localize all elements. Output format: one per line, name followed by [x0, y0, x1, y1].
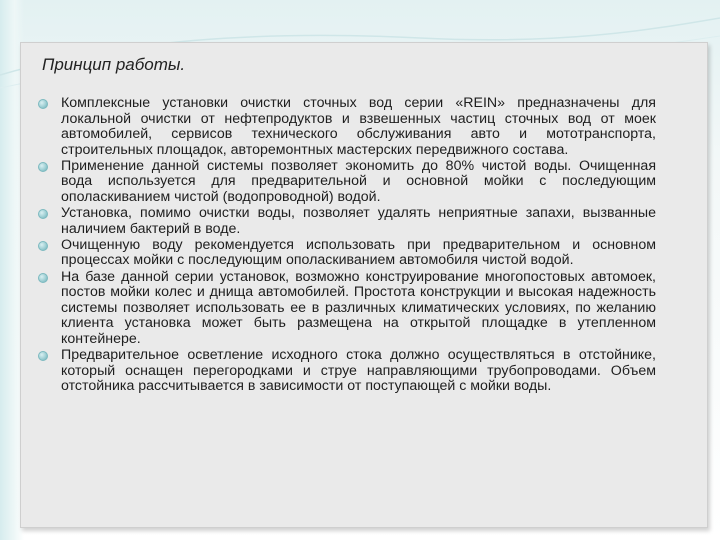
- bullet-text: Предварительное осветление исходного стока должно осуществляться в отстойнике, который оснащен перегородками и струе направляющими трубопроводами. Объем отстойника рассчитывается в зависимости от поступающей с мойки воды.: [61, 347, 656, 395]
- bullet-icon: [38, 209, 48, 219]
- bullet-item: [38, 348, 656, 395]
- bullet-text: На базе данной серии установок, возможно конструирование многопостовых автомоек, постов мойки колес и днища автомобилей. Простота конструкции и высокая надежность системы позволяет использовать ее в различных климатических условиях, по желанию клиента установка может быть размещена на открытой площадке в утепленном контейнере.: [61, 268, 656, 347]
- bullet-icon: [38, 351, 48, 361]
- bullet-list: [38, 96, 656, 395]
- bullet-text: Установка, помимо очистки воды, позволяет удалять неприятные запахи, вызванные наличием бактерий в воде.: [61, 205, 656, 237]
- bullet-item: [38, 238, 656, 269]
- bullet-text: Комплексные установки очистки сточных вод серии «REIN» предназначены для локальной очистки от нефтепродуктов и взвешенных частиц сточных вод от моек автомобилей, сервисов технического обслуживания авто и мототранспорта, строительных площадок, авторемонтных мастерских передвижного состава.: [61, 95, 656, 158]
- bullet-icon: [38, 99, 48, 109]
- bullet-icon: [38, 273, 48, 283]
- bullet-item: [38, 96, 656, 158]
- bullet-icon: [38, 241, 48, 251]
- bullet-item: [38, 270, 656, 348]
- bullet-item: [38, 159, 656, 206]
- bullet-text: Применение данной системы позволяет экономить до 80% чистой воды. Очищенная вода используется для предварительной и основной мойки с последующим ополаскиванием чистой (водопроводной) водой.: [61, 157, 656, 206]
- bullet-text: Очищенную воду рекомендуется использовать при предварительном и основном процессах мойки с последующим ополаскиванием автомобиля чистой водой.: [61, 236, 656, 269]
- bullet-item: [38, 206, 656, 237]
- bullet-icon: [38, 162, 48, 172]
- slide-title: Принцип работы.: [42, 55, 186, 74]
